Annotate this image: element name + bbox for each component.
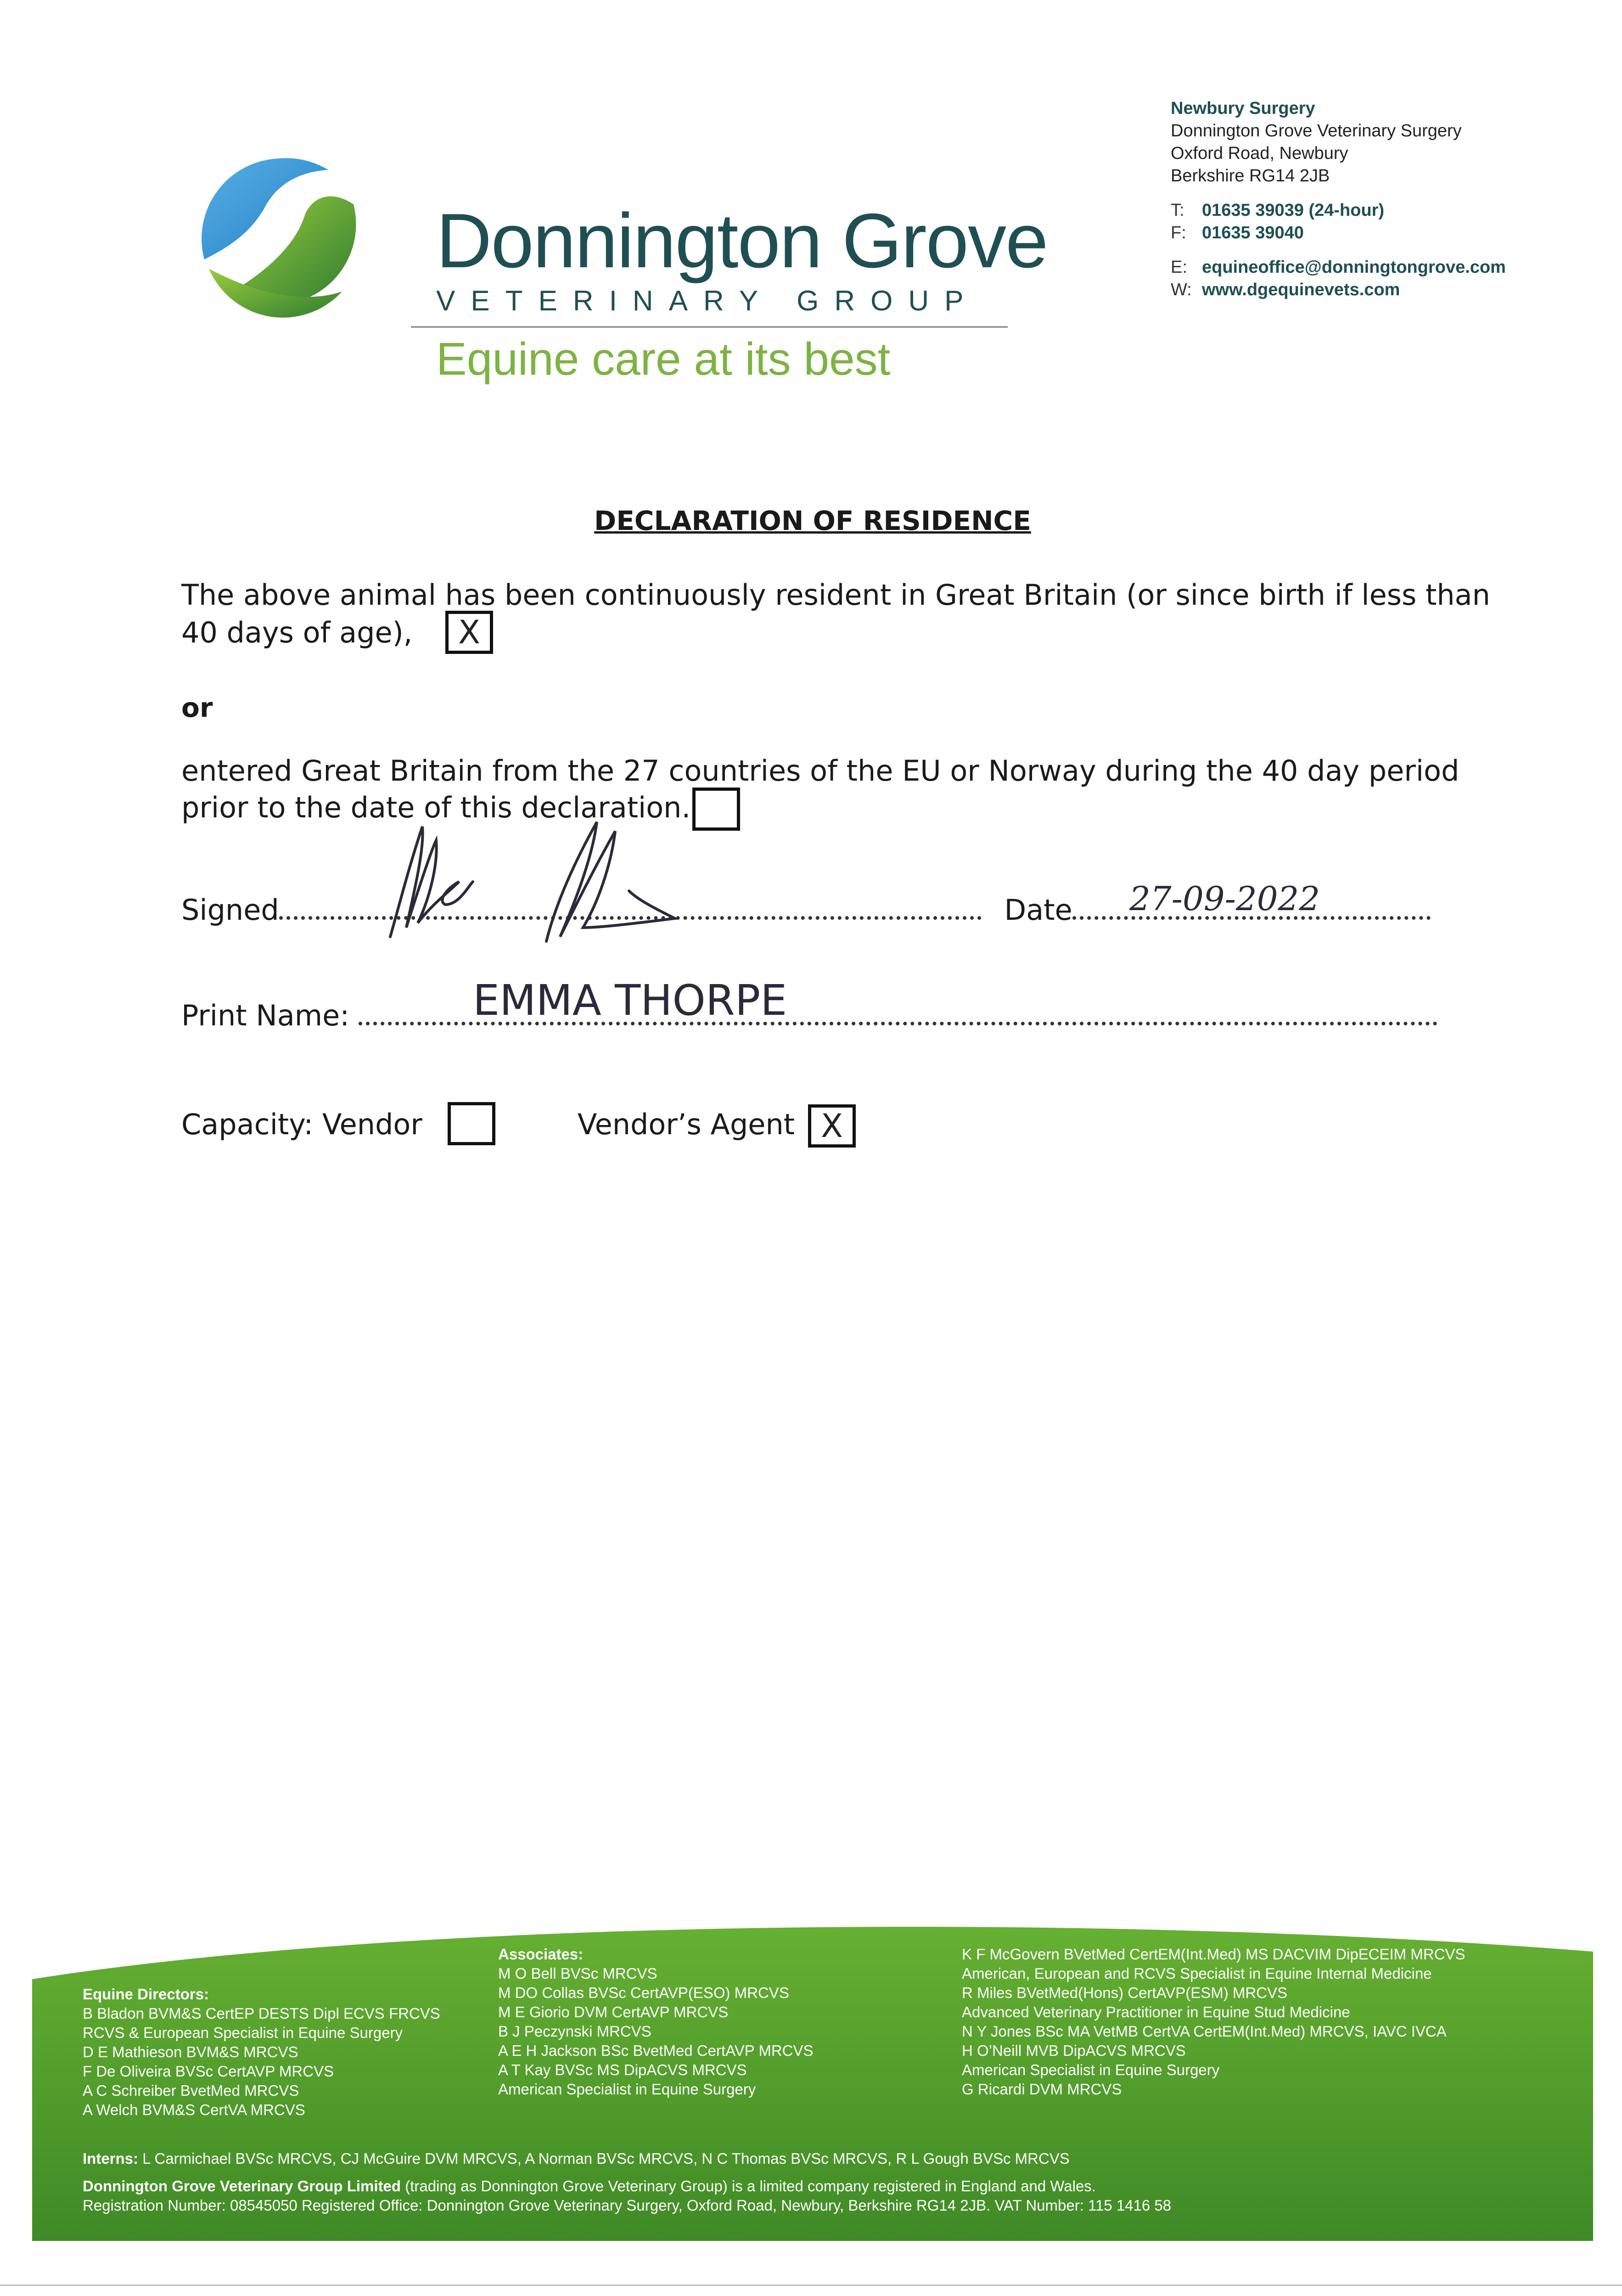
- interns-line: [83, 2149, 1070, 2168]
- vendor-agent-checkbox[interactable]: [808, 1104, 856, 1148]
- associates-block: [498, 1945, 814, 2099]
- date-value: 27-09-2022: [1129, 879, 1320, 918]
- associate-line: Advanced Veterinary Practitioner in Equine Stud Medicine: [962, 2003, 1350, 2020]
- associate-line: M E Giorio DVM CertAVP MRCVS: [498, 2003, 729, 2020]
- associate-line: M O Bell BVSc MRCVS: [498, 1965, 657, 1982]
- interns-label: Interns:: [83, 2150, 139, 2167]
- resident-checkbox[interactable]: [445, 611, 493, 654]
- tagline: Equine care at its best: [436, 333, 891, 385]
- signed-label: Signed: [181, 893, 279, 927]
- print-name-label: Print Name:: [181, 999, 350, 1032]
- directors-block: [83, 1985, 440, 2120]
- checkbox-mark: X: [458, 613, 480, 651]
- associate-line: B J Peczynski MRCVS: [498, 2023, 651, 2040]
- associate-line: American, European and RCVS Specialist in Equine Internal Medicine: [962, 1965, 1432, 1982]
- associate-line: A T Kay BVSc MS DipACVS MRCVS: [498, 2061, 747, 2078]
- company-name: Donnington Grove Veterinary Group Limited: [83, 2178, 401, 2195]
- company-info: [83, 2177, 1171, 2215]
- brand-divider: [411, 326, 1008, 328]
- date-label: Date: [1004, 893, 1072, 927]
- address-line: Oxford Road, Newbury: [1171, 144, 1348, 163]
- website-link[interactable]: www.dgequinevets.com: [1202, 280, 1400, 299]
- associate-line: N Y Jones BSc MA VetMB CertVA CertEM(Int.Med) MRCVS, IAVC IVCA: [962, 2023, 1447, 2040]
- associate-line: American Specialist in Equine Surgery: [498, 2081, 756, 2098]
- brand-block: [436, 197, 1048, 317]
- company-line-2: Registration Number: 08545050 Registered Office: Donnington Grove Veterinary Surgery, Oxford Road, Newbury, Berkshire RG14 2JB. VAT Number: 115 1416 58: [83, 2197, 1172, 2214]
- address-line: Berkshire RG14 2JB: [1171, 166, 1330, 186]
- tel-value: 01635 39039 (24-hour): [1202, 201, 1385, 220]
- vendor-checkbox[interactable]: [448, 1102, 495, 1145]
- web-label: W:: [1171, 280, 1192, 299]
- checkbox-mark: X: [821, 1107, 843, 1145]
- print-name-value: EMMA THORPE: [473, 976, 787, 1025]
- document-title: DECLARATION OF RESIDENCE: [594, 505, 1031, 536]
- email-link[interactable]: equineoffice@donningtongrove.com: [1202, 258, 1506, 277]
- directors-heading: Equine Directors:: [83, 1986, 209, 2003]
- associate-line: G Ricardi DVM MRCVS: [962, 2081, 1122, 2098]
- associate-line: K F McGovern BVetMed CertEM(Int.Med) MS DACVIM DipECEIM MRCVS: [962, 1946, 1465, 1963]
- brand-name: Donnington Grove: [436, 197, 1048, 284]
- bottom-divider: [0, 2285, 1622, 2286]
- fax-label: F:: [1171, 223, 1186, 242]
- contact-block: [1171, 97, 1506, 301]
- associates-block-2: [962, 1945, 1465, 2099]
- associate-line: H O’Neill MVB DipACVS MRCVS: [962, 2042, 1186, 2059]
- or-label: or: [181, 692, 213, 723]
- para2-line1: entered Great Britain from the 27 countries of the EU or Norway during the 40 day period: [181, 754, 1459, 788]
- brand-subtitle: VETERINARY GROUP: [436, 285, 979, 317]
- logo-icon: [195, 154, 365, 324]
- director-line: D E Mathieson BVM&S MRCVS: [83, 2043, 298, 2060]
- address-line: Donnington Grove Veterinary Surgery: [1171, 121, 1462, 141]
- director-line: F De Oliveira BVSc CertAVP MRCVS: [83, 2063, 334, 2080]
- associate-line: American Specialist in Equine Surgery: [962, 2061, 1220, 2078]
- print-name-row: [181, 999, 1437, 1032]
- associates-heading: Associates:: [498, 1946, 584, 1963]
- interns-names: L Carmichael BVSc MRCVS, CJ McGuire DVM MRCVS, A Norman BVSc MRCVS, N C Thomas BVSc MRCVS, R L Gough BVSc MRCVS: [142, 2150, 1070, 2167]
- associate-line: M DO Collas BVSc CertAVP(ESO) MRCVS: [498, 1984, 789, 2001]
- email-label: E:: [1171, 258, 1187, 277]
- signature-image: [381, 813, 693, 951]
- para2-line2: prior to the date of this declaration.: [181, 791, 691, 824]
- entered-gb-checkbox[interactable]: [692, 788, 740, 831]
- director-line: B Bladon BVM&S CertEP DESTS Dipl ECVS FRCVS: [83, 2005, 440, 2022]
- agent-label: Vendor’s Agent: [578, 1108, 795, 1141]
- para1-line1: The above animal has been continuously resident in Great Britain (or since birth if less than: [181, 578, 1490, 612]
- associate-line: A E H Jackson BSc BvetMed CertAVP MRCVS: [498, 2042, 814, 2059]
- director-line: RCVS & European Specialist in Equine Surgery: [83, 2024, 403, 2041]
- director-line: A C Schreiber BvetMed MRCVS: [83, 2082, 299, 2099]
- associate-line: R Miles BVetMed(Hons) CertAVP(ESM) MRCVS: [962, 1984, 1288, 2001]
- director-line: A Welch BVM&S CertVA MRCVS: [83, 2101, 305, 2118]
- para1-line2: 40 days of age),: [181, 616, 413, 649]
- fax-value: 01635 39040: [1202, 223, 1304, 242]
- company-line-1: (trading as Donnington Grove Veterinary Group) is a limited company registered in England and Wales.: [405, 2178, 1096, 2195]
- capacity-label: Capacity: Vendor: [181, 1108, 422, 1141]
- tel-label: T:: [1171, 201, 1184, 220]
- contact-heading: Newbury Surgery: [1171, 99, 1315, 118]
